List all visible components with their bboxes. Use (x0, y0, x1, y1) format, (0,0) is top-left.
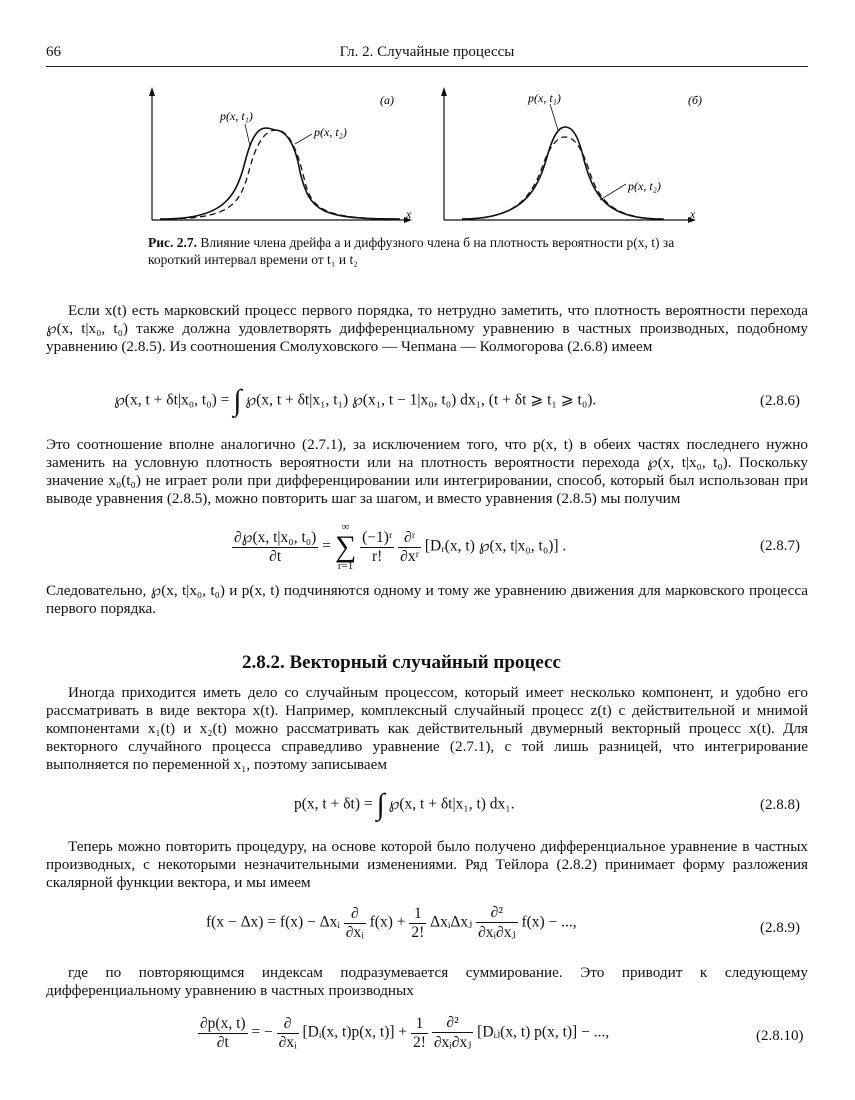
curve-t1 (462, 127, 662, 219)
equation-number: (2.8.7) (760, 538, 800, 554)
paragraph-1: Если x(t) есть марковский процесс первого порядка, то нетрудно заметить, что плотность вероятности перехода ℘(x, t|x₀, t₀) также должна удовлетворять дифференциальному уравнению в частных производных, подобному уравнению (2.8.5). Из соотношения Смолуховского — Чепмана — Колмогорова (2.6.8) имеем (46, 302, 808, 355)
equation-number: (2.8.10) (756, 1028, 804, 1044)
label-leader-1 (550, 104, 558, 130)
label-p-t1: p(x, t₁) (220, 109, 253, 123)
equation-2-8-6 (114, 384, 596, 418)
axis-label-x: x (406, 207, 412, 221)
fraction-lhs: $\frac{\text{∂℘(x, t|x₀, t₀)}}{\partial t}$ (234, 529, 317, 565)
equation-number: (2.8.6) (760, 393, 800, 409)
label-leader-2 (295, 134, 312, 144)
panel-tag: (a) (380, 93, 394, 107)
fraction-derivative: $\frac{\text{∂ʳ}}{\text{∂xʳ}}$ (400, 528, 419, 565)
equation-2-8-9: f(x − Δx) = f(x) − Δxᵢ $\frac{\partial}{\text{∂xᵢ}}$ f(x) + $\frac{1}{2!}$ ΔxᵢΔxⱼ $\frac{\text{∂²}}{\text{∂xᵢ∂xⱼ}}$ f(x) − ..., (206, 904, 577, 941)
axis-label-x: x (690, 207, 696, 221)
fraction: $\frac{\partial p(x, t)}{\partial t}$ (200, 1014, 246, 1051)
fraction-sign: $\frac{\text{(−1)ʳ}}{r!}$ (362, 528, 393, 565)
paragraph-3: Следовательно, ℘(x, t|x₀, t₀) и p(x, t) подчиняются одному и тому же уравнению движения для марковского процесса первого порядка. (46, 582, 808, 617)
y-axis-arrow (441, 87, 447, 96)
summation: ∞ ∑ r=1 (334, 521, 357, 572)
figure-caption-number: Рис. 2.7. (148, 235, 198, 250)
equation-2-8-10: $\frac{\partial p(x, t)}{\partial t}$ = − $\frac{\partial}{\text{∂xᵢ}}$ [Dᵢ(x, t)p(x, t)] + $\frac{1}{2!}$ $\frac{\text{∂²}}{\text{∂xᵢ∂xⱼ}}$ [Dᵢⱼ(x, t) p(x, t)] − ..., (200, 1014, 610, 1051)
curve-t2 (160, 130, 400, 219)
label-p-t2: p(x, t₂) (314, 125, 347, 139)
panel-tag: (б) (688, 93, 703, 107)
fraction: $\frac{\text{∂²}}{\text{∂xᵢ∂xⱼ}}$ (433, 1014, 472, 1051)
eq-lhs: ℘(x, t + δt|x₀, t₀) = (114, 391, 230, 409)
figure-caption (148, 234, 718, 268)
figure-panel-b (432, 82, 712, 232)
fraction: $\frac{\text{∂²}}{\text{∂xᵢ∂xⱼ}}$ (478, 904, 516, 941)
eq-rhs: ℘(x, t + δt|x₁, t₁) ℘(x₁, t − 1|x₀, t₀) dx₁, (t + δt ⩾ t₁ ⩾ t₀). (245, 391, 597, 409)
fraction: $\frac{\partial}{\text{∂xᵢ}}$ (345, 904, 364, 941)
eq-tail: [Dᵣ(x, t) ℘(x, t|x₀, t₀)] . (424, 537, 567, 555)
fraction: $\frac{1}{2!}$ (413, 1014, 426, 1051)
integral-sign: ∫ (233, 384, 242, 417)
label-leader-2 (600, 184, 626, 200)
integral-sign: ∫ (376, 788, 385, 821)
label-p-t2: p(x, t₂) (628, 179, 661, 193)
figure-panel-a (140, 82, 420, 232)
eq-lhs: p(x, t + δt) = (294, 795, 373, 813)
equation-2-8-7: $\frac{\text{∂℘(x, t|x₀, t₀)}}{\partial t}$ = ∞ ∑ r=1 $\frac{\text{(−1)ʳ}}{r!}$ $\frac{\text{∂ʳ}}{\text{∂xʳ}}$ [Dᵣ(x, t) ℘(x, t|x₀, t₀)] . (234, 521, 567, 572)
curve-t1 (160, 128, 400, 219)
figure-caption-text: Влияние члена дрейфа a и диффузного члена б на плотность вероятности p(x, t) за короткий интервал времени от t₁ и t₂ (148, 235, 675, 267)
fraction: $\frac{\partial}{\text{∂xᵢ}}$ (278, 1014, 297, 1051)
paragraph-5: Теперь можно повторить процедуру, на основе которой было получено дифференциальное уравнение в частных производных, с некоторыми незначительными изменениями. Ряд Тейлора (2.8.2) принимает форму разложения скалярной функции вектора, и мы имеем (46, 838, 808, 891)
paragraph-6: где по повторяющимся индексам подразумевается суммирование. Это приводит к следующему дифференциальному уравнению в частных производных (46, 964, 808, 999)
page-header (46, 44, 808, 67)
section-heading: 2.8.2. Векторный случайный процесс (242, 652, 561, 673)
paragraph-2: Это соотношение вполне аналогично (2.7.1), за исключением того, что p(x, t) в обеих частях последнего нужно заменить на условную плотность вероятности или на плотность вероятности перехода ℘(x, t|x₀, t₀). Поскольку значение x₀(t₀) не играет роли при дифференцировании или интегрировании, способ, который был использован при выводе уравнения (2.8.5), можно повторить шаг за шагом, и вместо уравнения (2.8.5) мы получим (46, 436, 808, 507)
page-number: 66 (46, 44, 61, 60)
paragraph-4: Иногда приходится иметь дело со случайным процессом, который имеет несколько компонент, и удобно его рассматривать в виде вектора x(t). Например, комплексный случайный процесс z(t) с действительной и мнимой компонентами x₁(t) и x₂(t) можно рассматривать как действительный двумерный векторный процесс x(t). Для векторного случайного процесса справедливо уравнение (2.7.1), с той лишь разницей, что интегрирование выполняется по переменной x₁, поэтому записываем (46, 684, 808, 773)
fraction: $\frac{1}{2!}$ (411, 904, 425, 941)
y-axis-arrow (149, 87, 155, 96)
label-p-t1: p(x, t₁) (528, 91, 561, 105)
equation-number: (2.8.8) (760, 797, 800, 813)
curve-t2 (462, 137, 664, 219)
equation-number: (2.8.9) (760, 920, 800, 936)
equation-2-8-8 (294, 788, 515, 822)
label-leader-1 (245, 124, 250, 146)
eq-rhs: ℘(x, t + δt|x₁, t) dx₁. (388, 795, 515, 813)
running-title: Гл. 2. Случайные процессы (339, 44, 515, 60)
